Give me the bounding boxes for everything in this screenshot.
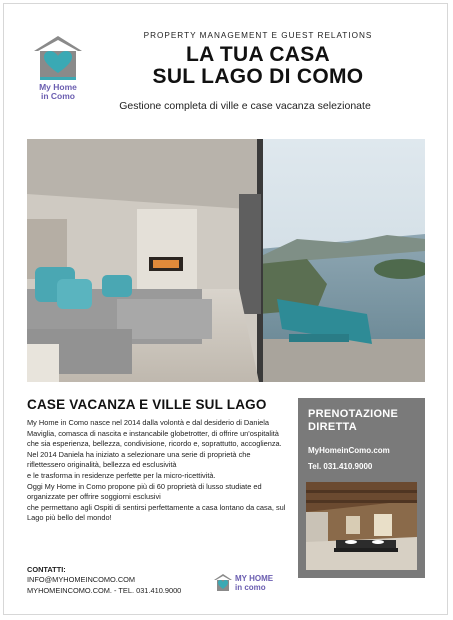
booking-box <box>298 398 425 578</box>
title-line-1: LA TUA CASA <box>185 43 331 66</box>
house-heart-icon <box>213 573 233 593</box>
contacts <box>27 565 237 596</box>
house-heart-icon <box>30 33 86 83</box>
page-title <box>108 44 408 88</box>
body-text <box>27 418 289 524</box>
hero-photo <box>27 139 425 382</box>
contacts-label: CONTATTI: <box>27 565 66 574</box>
footer-brand-line-2: in como <box>235 582 266 592</box>
booking-title-line-1: PRENOTAZIONE <box>308 408 399 420</box>
paragraph-4: Oggi My Home in Como propone più di 60 proprietà di lusso studiate ed organizzate per offrire soggiorni esclusivi <box>27 481 262 502</box>
subtitle: Gestione completa di ville e case vacanza selezionate <box>119 100 371 112</box>
footer-brand <box>235 575 273 592</box>
section-title: CASE VACANZA E VILLE SUL LAGO <box>27 397 267 412</box>
paragraph-2: Nel 2014 Daniela ha iniziato a selezionare una serie di proprietà che riflettessero originalità, bellezza ed esclusività <box>27 449 251 470</box>
logo-line-1: My Home <box>39 82 77 92</box>
paragraph-3: e le trasforma in residenze perfette per la micro-ricettività. <box>27 470 216 480</box>
contact-website-tel[interactable]: MYHOMEINCOMO.COM. - TEL. 031.410.9000 <box>27 585 182 595</box>
paragraph-5: che permettano agli Ospiti di sentirsi perfettamente a casa lontano da casa, sul Lago più bello del mondo! <box>27 502 286 523</box>
booking-website[interactable]: MyHomeinComo.com <box>308 446 390 455</box>
logo-text <box>30 83 86 101</box>
brand-logo <box>30 33 86 108</box>
logo-line-2: in Como <box>41 91 75 101</box>
footer-logo <box>213 573 293 595</box>
paragraph-1: My Home in Como nasce nel 2014 dalla volontà e dal desiderio di Daniela Maviglia, comasca di nascita e instancabile globetrotter, di offrire un'ospitalità che sia esperienza, bellezza, condivisione, ricordo e, soprattutto, accoglienza. <box>27 418 282 449</box>
kicker-text: PROPERTY MANAGEMENT E GUEST RELATIONS <box>143 31 373 40</box>
booking-photo <box>306 482 417 570</box>
booking-title <box>308 408 398 434</box>
contact-email[interactable]: INFO@MYHOMEINCOMO.COM <box>27 575 136 585</box>
footer-brand-line-1: MY HOME <box>235 574 274 583</box>
booking-title-line-2: DIRETTA <box>308 421 357 433</box>
title-line-2: SUL LAGO DI COMO <box>152 65 364 88</box>
booking-tel[interactable]: Tel. 031.410.9000 <box>308 462 373 471</box>
